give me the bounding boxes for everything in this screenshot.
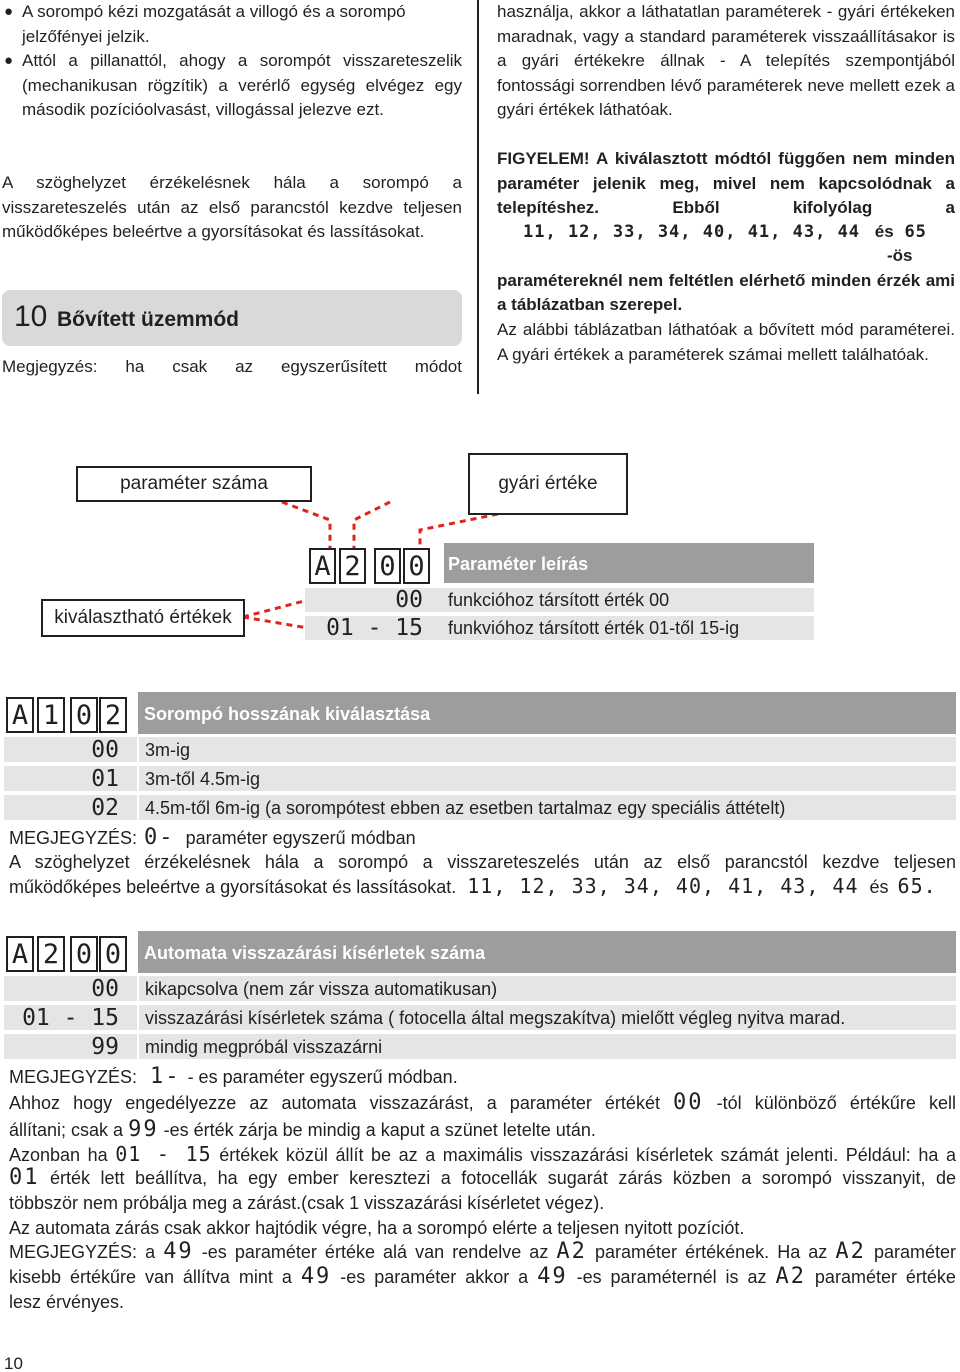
legend-desc: funkvióhoz társított érték 01-től 15-ig <box>448 618 740 638</box>
legend-code: 00 <box>395 587 423 613</box>
a2-line: MEGJEGYZÉS: a 49 -es paraméter értéke alá van rendelve az A2 paraméter értékének. Ha az A2 paraméter <box>9 1239 956 1264</box>
a1-and: és <box>869 877 889 897</box>
display-digit: 0 <box>70 936 98 972</box>
a2-note <box>9 1065 458 1090</box>
table-desc: visszazárási kísérletek száma ( fotocella által megszakítva) mielőtt végleg nyitva marad. <box>145 1008 846 1028</box>
bullet-text-1: A sorompó kézi mozgatását a villogó és a sorompó jelzőfényei jelzik. <box>22 2 406 46</box>
note-text: - es paraméter egyszerű módban. <box>187 1067 458 1087</box>
table-code: 00 <box>91 737 119 763</box>
note-code: 1- <box>150 1064 181 1089</box>
callout-line <box>243 617 308 628</box>
a2-line: többször nem próbálja meg a zárást.(csak 1 visszazárási kísérletet végez). <box>9 1193 605 1213</box>
bullet-icon: ● <box>4 3 14 20</box>
display-digit: A <box>6 936 34 972</box>
table-code: 02 <box>91 795 119 821</box>
note-text: paraméter egyszerű módban <box>185 828 416 848</box>
page-number: 10 <box>4 1354 23 1372</box>
inline-code: 49 <box>300 1264 332 1289</box>
callout-line <box>282 502 330 548</box>
callout-line <box>243 600 308 617</box>
table-desc: 4.5m-től 6m-ig (a sorompótest ebben az esetben tartalmaz egy speciális áttételt) <box>145 798 786 818</box>
note-text: Megjegyzés: ha csak az egyszerűsített módot <box>2 357 462 376</box>
warning-text: FIGYELEM! A kiválasztott módtól függően nem minden paraméter jelenik meg, mivel nem kapcsolódnak a telepítéshez. Ebből kifolyólag a <box>497 149 955 217</box>
inline-code: 01 - 15 <box>115 1142 212 1166</box>
inline-code: A2 <box>835 1239 866 1264</box>
table-code: 00 <box>91 976 119 1002</box>
callout-line <box>354 502 390 548</box>
display-digit: 0 <box>374 548 401 584</box>
table-code: 99 <box>91 1034 119 1060</box>
inline-code: 99 <box>128 1117 159 1142</box>
bullet-text-2: Attól a pillanattól, ahogy a sorompót visszareteszelik (mechanikusan rögzítik) a verérlő egység elvégez egy második pozícióolvasást, villogással jelezve ezt. <box>22 51 462 119</box>
a2-line: Ahhoz hogy engedélyezze az automata visszazárást, a paraméter értékét 00 -tól különböző értékűre kell <box>9 1090 956 1115</box>
table-desc: 3m-ig <box>145 740 191 760</box>
a2-line: Azonban ha 01 - 15 értékek közül állít be az a maximális visszazárási kísérletek számát jelenti. Például: ha a <box>9 1142 956 1166</box>
inline-code: 49 <box>163 1239 194 1264</box>
table-a2-header: Automata visszazárási kísérletek száma <box>138 931 956 973</box>
a1-paragraph: A szöghelyzet érzékelésnek hála a sorompó a visszareteszelés után az első parancstól kezdve teljesen <box>9 852 956 872</box>
legend-desc: funkcióhoz társított érték 00 <box>448 590 670 610</box>
table-code: 01 - 15 <box>22 1005 119 1031</box>
table-separator <box>137 976 139 1059</box>
display-digit: 1 <box>37 697 65 733</box>
table-desc: 3m-től 4.5m-ig <box>145 769 261 789</box>
warning-codes: 11, 12, 33, 34, 40, 41, 43, 44 <box>523 222 861 242</box>
inline-code: 01 <box>9 1165 40 1190</box>
a1-note <box>9 826 416 851</box>
paragraph: használja, akkor a láthatatlan paraméterek - gyári értékeken maradnak, vagy a standard paraméterek visszaállításakor is a gyári értékekre állnak - A telepítés szempontjából fontossági sorrendben lévő paraméterek neve mellett ezek a gyári értékek láthatóak. <box>497 2 955 119</box>
legend-code: 01 - 15 <box>326 615 423 641</box>
note-label: MEGJEGYZÉS: <box>9 1067 138 1087</box>
a1-paragraph-end: működőképes beleértve a gyorsításokat és lassításokat. 11, 12, 33, 34, 40, 41, 43, 44 és 65. <box>9 874 937 898</box>
display-digit: 0 <box>403 548 430 584</box>
a1-codes: 11, 12, 33, 34, 40, 41, 43, 44 <box>467 874 859 898</box>
section-title: Bővített üzemmód <box>57 308 240 331</box>
param-number-label: paraméter száma <box>76 466 312 502</box>
warning-text-end: -ös paramétereknél nem feltétlen elérhető minden érzék ami a táblázatban szerepel. <box>497 246 955 314</box>
paragraph: Az alábbi táblázatban láthatóak a bővített mód paraméterei. A gyári értékek a paraméterek számai mellett találhatóak. <box>497 320 955 364</box>
legend-header: Paraméter leírás <box>444 543 814 583</box>
display-digit: 0 <box>70 697 98 733</box>
a2-line: Az automata zárás csak akkor hajtódik végre, ha a sorompó elérte a teljesen nyitott pozíciót. <box>9 1218 745 1238</box>
a2-line: lesz érvényes. <box>9 1292 125 1312</box>
note-code: 0- <box>144 825 175 850</box>
display-digit: 0 <box>99 936 127 972</box>
a2-line: állítani; csak a 99 -es érték zárja be mindig a kaput a szünet letelte után. <box>9 1117 596 1142</box>
inline-code: 49 <box>537 1264 568 1289</box>
display-digit: 2 <box>99 697 127 733</box>
a2-line: kisebb értékűre van állítva mint a 49 -es paraméter akkor a 49 -es paraméternél is az A2 paraméter értéke <box>9 1264 956 1289</box>
inline-code: A2 <box>775 1264 806 1289</box>
table-desc: kikapcsolva (nem zár vissza automatikusan) <box>145 979 498 999</box>
section-number: 10 <box>14 300 48 333</box>
display-digit: 2 <box>339 548 366 584</box>
inline-code: A2 <box>556 1239 587 1264</box>
display-digit: A <box>309 548 336 584</box>
table-code: 01 <box>91 766 119 792</box>
display-digit: A <box>6 697 34 733</box>
display-digit: 2 <box>37 936 65 972</box>
table-separator <box>137 737 139 820</box>
factory-value-label: gyári értéke <box>468 453 628 515</box>
inline-code: 00 <box>673 1090 704 1115</box>
paragraph: A szöghelyzet érzékelésnek hála a sorompó a visszareteszelés után az első parancstól kezdve teljesen működőképes beleértve a gyorsításokat és lassításokat. <box>2 173 462 241</box>
a2-line: 01 érték lett beállítva, ha egy ember keresztezi a fotocellák sugarát zárás közben a sorompó visszanyit, de <box>9 1165 956 1190</box>
selectable-values-label: kiválasztható értékek <box>41 599 245 637</box>
note-label: MEGJEGYZÉS: <box>9 828 138 848</box>
bullet-icon: ● <box>4 52 14 69</box>
warning-code-65: 65 <box>904 222 927 242</box>
warning-and: és <box>874 222 894 241</box>
table-desc: mindig megpróbál visszazárni <box>145 1037 383 1057</box>
table-a1-header: Sorompó hosszának kiválasztása <box>138 692 956 734</box>
a1-code-65: 65. <box>897 874 937 898</box>
